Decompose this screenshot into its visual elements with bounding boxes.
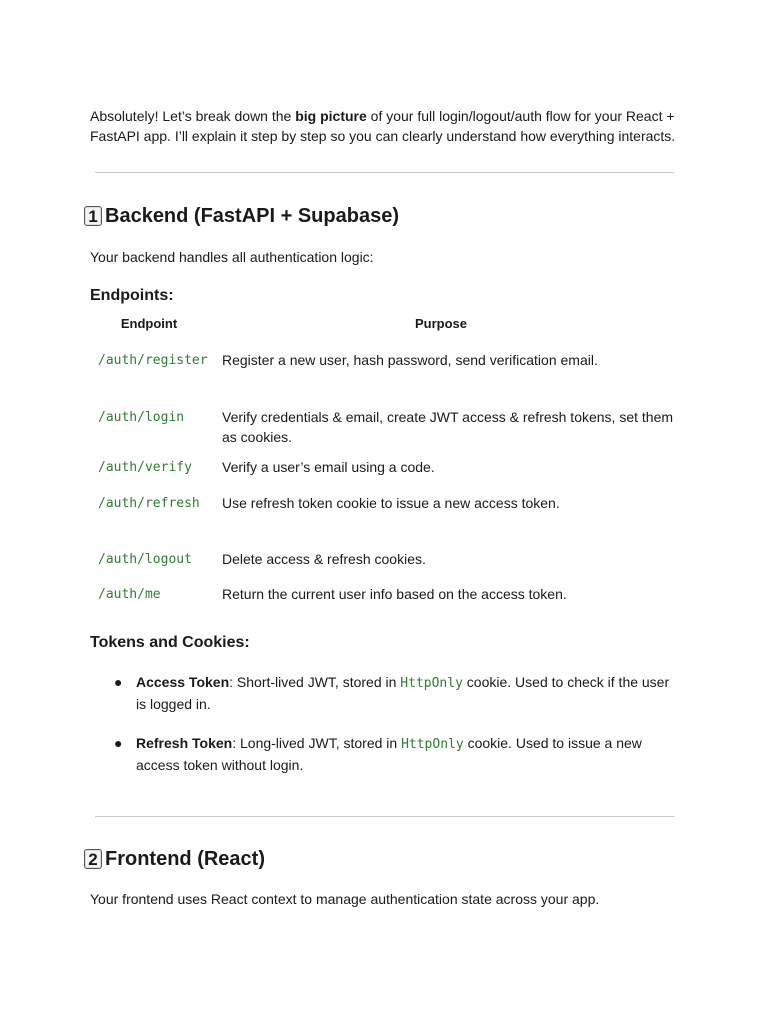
endpoint-cell: /auth/logout <box>98 552 192 567</box>
purpose-cell: Use refresh token cookie to issue a new access token. <box>222 495 560 511</box>
purpose-cell: Return the current user info based on the access token. <box>222 586 567 602</box>
code-httponly: HttpOnly <box>400 676 463 691</box>
purpose-cell: Delete access & refresh cookies. <box>222 551 426 567</box>
bullet-icon: ● <box>114 674 123 690</box>
endpoints-heading: Endpoints: <box>90 287 174 304</box>
section-2-title: Frontend (React) <box>105 848 265 870</box>
divider-1 <box>95 172 674 173</box>
token-name: Access Token <box>136 674 230 690</box>
endpoint-cell: /auth/verify <box>98 460 192 475</box>
table-header-purpose: Purpose <box>414 316 467 331</box>
token-name: Refresh Token <box>136 735 233 751</box>
token-text: cookie. Used to check if the user is logged in. <box>136 674 670 712</box>
tokens-heading: Tokens and Cookies: <box>90 634 250 651</box>
table-header-row <box>90 316 674 338</box>
bullet-icon: ● <box>114 735 123 751</box>
section-2-heading <box>84 846 265 872</box>
token-text: : Short-lived JWT, stored in <box>229 674 401 690</box>
table-row <box>90 407 674 457</box>
table-row <box>90 584 674 612</box>
purpose-cell: Register a new user, hash password, send verification email. <box>222 352 598 368</box>
table-row <box>90 549 674 584</box>
list-item <box>90 672 674 714</box>
keycap-1-icon: 1 <box>84 206 102 226</box>
keycap-2-icon: 2 <box>84 849 102 869</box>
token-text: cookie. Used to issue a new access token without login. <box>136 735 642 773</box>
purpose-cell: Verify a user’s email using a code. <box>222 459 435 475</box>
section-1-subtitle: Your backend handles all authentication logic: <box>90 249 374 265</box>
intro-text-start: Absolutely! Let’s break down the <box>90 108 296 124</box>
intro-bold: big picture <box>295 108 367 124</box>
table-row <box>90 350 674 407</box>
purpose-cell: Verify credentials & email, create JWT access & refresh tokens, set them as cookies. <box>222 409 674 445</box>
code-httponly: HttpOnly <box>401 737 464 752</box>
section-2-subtitle: Your frontend uses React context to manage authentication state across your app. <box>90 891 600 907</box>
endpoint-cell: /auth/login <box>98 410 185 425</box>
divider-2 <box>95 816 674 817</box>
intro-paragraph <box>90 106 680 146</box>
table-row <box>90 493 674 549</box>
endpoint-cell: /auth/me <box>98 587 161 602</box>
tokens-list <box>90 672 674 794</box>
table-row <box>90 457 674 493</box>
endpoints-table <box>90 316 674 612</box>
table-header-endpoint: Endpoint <box>120 316 178 331</box>
endpoint-cell: /auth/register <box>98 353 208 368</box>
intro-text-end: of your full login/logout/auth flow for your React + FastAPI app. I’ll explain it step by step so you can clearly understand how everything interacts. <box>90 108 676 144</box>
endpoint-cell: /auth/refresh <box>98 496 200 511</box>
section-1-heading <box>84 203 399 229</box>
list-item <box>90 733 674 775</box>
section-1-title: Backend (FastAPI + Supabase) <box>105 205 399 227</box>
token-text: : Long-lived JWT, stored in <box>232 735 402 751</box>
